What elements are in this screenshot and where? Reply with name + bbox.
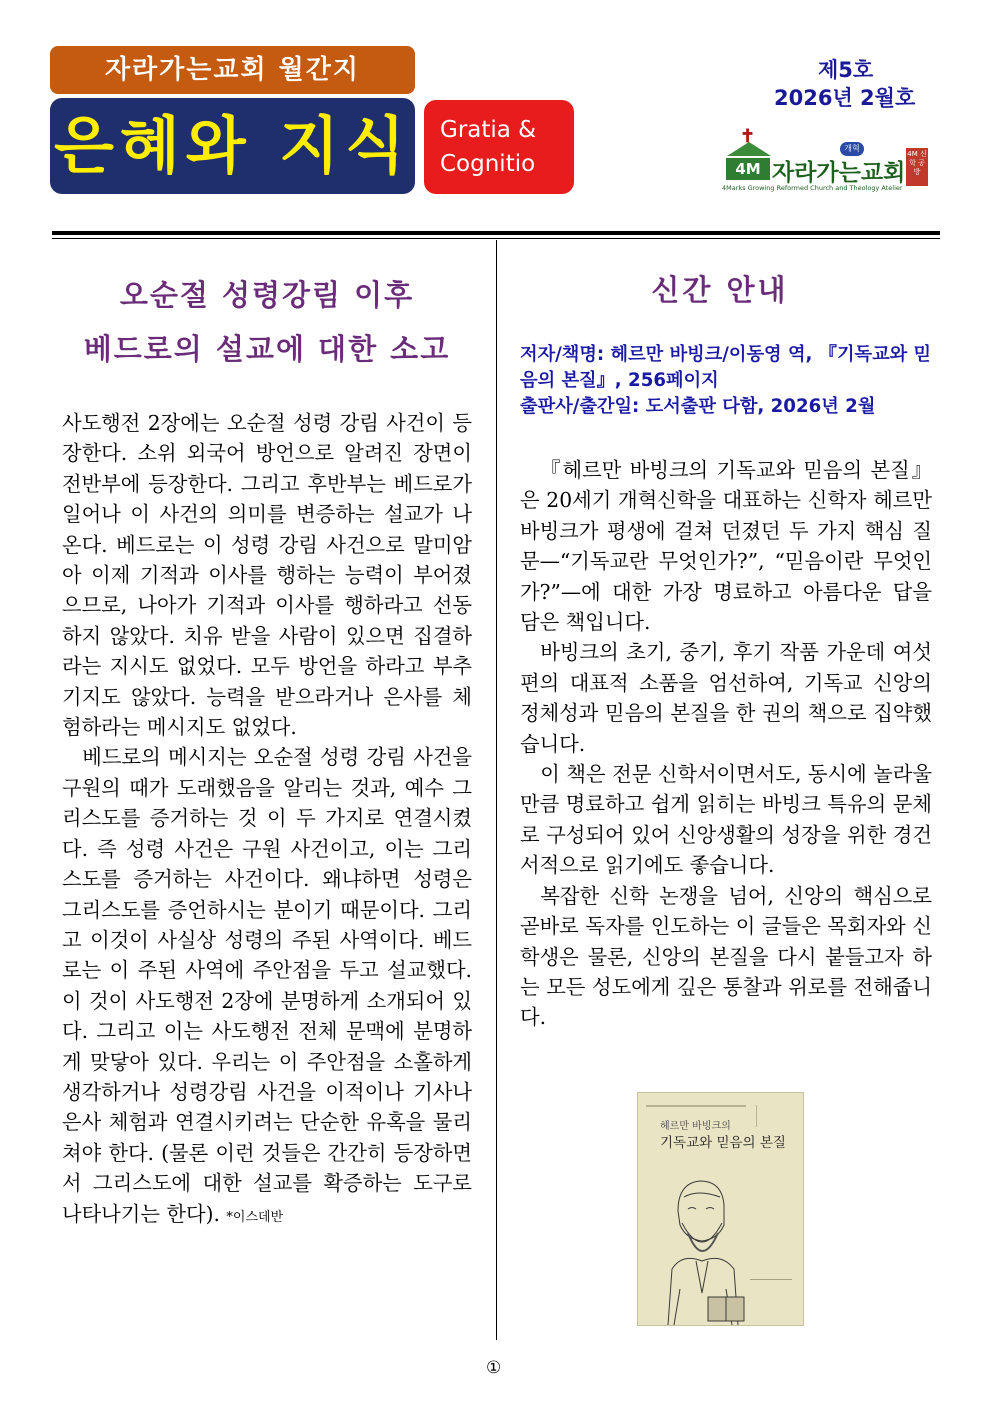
right-article-title: 신간 안내 xyxy=(651,273,789,307)
cross-icon: ✝ xyxy=(740,126,756,147)
left-paragraph-2-text: 베드로의 메시지는 오순절 성령 강림 사건을 구원의 때가 도래했음을 알리는 것과, 예수 그리스도를 증거하는 것 이 두 가지로 연결시켰다. 즉 성령 사건은 구원 사건이고, 이는 그리스도를 증거하는 사건이다. 왜냐하면 성령은 그리스도를 증언하시는 분이기 때문이다. 그리고 이것이 사실상 성령의 주된 사역이다. 베드로는 이 주된 사역에 주안점을 두고 설교했다. 이 것이 사도행전 2장에 분명하게 소개되어 있다. 그리고 이는 사도행전 전체 문맥에 분명하게 맞닿아 있다. 우리는 이 주안점을 소홀하게 생각하거나 성령강림 사건을 이적이나 기사나 은사 체험과 연결시키려는 단순한 유혹을 물리쳐야 한다. (물론 이런 것들은 간간히 등장하면서 그리스도에 대한 설교를 확증하는 도구로 나타나기는 한다). xyxy=(62,745,472,1226)
logo-badge: 개혁 xyxy=(840,142,864,156)
left-title-line1: 오순절 성령강림 이후 xyxy=(119,278,415,312)
church-logo xyxy=(722,126,934,198)
left-title-line2: 베드로의 설교에 대한 소고 xyxy=(83,332,451,366)
book-info-author: 저자/책명: 헤르만 바빙크/이동영 역, 『기독교와 믿음의 본질』, 256페이지 xyxy=(520,344,932,391)
right-paragraph-2: 바빙크의 초기, 중기, 후기 작품 가운데 여섯 편의 대표적 소품을 엄선하여, 기독교 신앙의 정체성과 믿음의 본질을 한 권의 책으로 집약했습니다. xyxy=(520,640,932,756)
header-rule xyxy=(52,231,940,235)
book-info xyxy=(520,342,934,420)
newsletter-title: 은혜와 지식 xyxy=(50,98,415,194)
right-paragraph-4: 복잡한 신학 논쟁을 넘어, 신앙의 핵심으로 곧바로 독자를 인도하는 이 글들은 목회자와 신학생은 물론, 신앙의 본질을 다시 붙들고자 하는 모든 성도에게 깊은 통찰과 위로를 전해줍니다. xyxy=(520,883,932,1030)
left-paragraph-2 xyxy=(62,742,472,1233)
column-divider xyxy=(496,240,497,1340)
roof-icon xyxy=(727,142,771,156)
book-cover-image xyxy=(638,1093,803,1325)
latin-title-banner xyxy=(424,100,574,194)
right-article-body xyxy=(520,455,932,1033)
latin-title-line2: Cognitio xyxy=(440,151,536,177)
issue-number: 제5호 xyxy=(818,58,874,82)
cover-title: 기독교와 믿음의 본질 xyxy=(660,1135,786,1151)
left-article-body xyxy=(62,408,472,1233)
page-number: ① xyxy=(486,1358,502,1378)
issue-date: 2026년 2월호 xyxy=(774,86,916,110)
cover-subtitle: 헤르만 바빙크의 xyxy=(660,1121,731,1132)
logo-side-label: 4M 신학 공방 xyxy=(906,148,928,186)
left-paragraph-1: 사도행전 2장에는 오순절 성령 강림 사건이 등장한다. 소위 외국어 방언으로 알려진 장면이 전반부에 등장한다. 그리고 후반부는 베드로가 일어나 이 사건의 의미를 변증하는 설교가 나온다. 베드로는 이 성령 강림 사건으로 말미암아 이제 기적과 이사를 행하는 능력이 부어졌으므로, 나아가 기적과 이사를 행하라고 선동하지 않았다. 치유 받을 사람이 있으면 집결하라는 지시도 없었다. 모두 방언을 하라고 부추기지도 않았다. 능력을 받으라거나 은사를 체험하라는 메시지도 없었다. xyxy=(62,411,472,740)
right-paragraph-1: 『헤르만 바빙크의 기독교와 믿음의 본질』은 20세기 개혁신학을 대표하는 신학자 헤르만 바빙크가 평생에 걸쳐 던졌던 두 가지 핵심 질문—“기독교란 무엇인가?”, “믿음이란 무엇인가?”—에 대한 가장 명료하고 아름다운 답을 담은 책입니다. xyxy=(520,458,932,635)
author-signature: *이스데반 xyxy=(226,1209,284,1225)
header-rule-thin xyxy=(52,238,940,239)
right-paragraph-3: 이 책은 전문 신학서이면서도, 동시에 놀라울 만큼 명료하고 쉽게 읽히는 바빙크 특유의 문체로 구성되어 있어 신앙생활의 성장을 위한 경건서적으로 읽기에도 좋습니다. xyxy=(520,762,932,878)
latin-title-line1: Gratia & xyxy=(440,117,537,143)
logo-name: 자라가는교회 xyxy=(772,160,906,186)
left-article-title xyxy=(52,268,482,376)
book-info-publisher: 출판사/출간일: 도서출판 다함, 2026년 2월 xyxy=(520,396,876,417)
cover-author-rule xyxy=(750,1279,792,1294)
subtitle-banner: 자라가는교회 월간지 xyxy=(50,46,415,94)
logo-mark: 4M xyxy=(726,158,770,180)
logo-tagline: 4Marks Growing Reformed Church and Theology Atelier xyxy=(722,184,903,192)
